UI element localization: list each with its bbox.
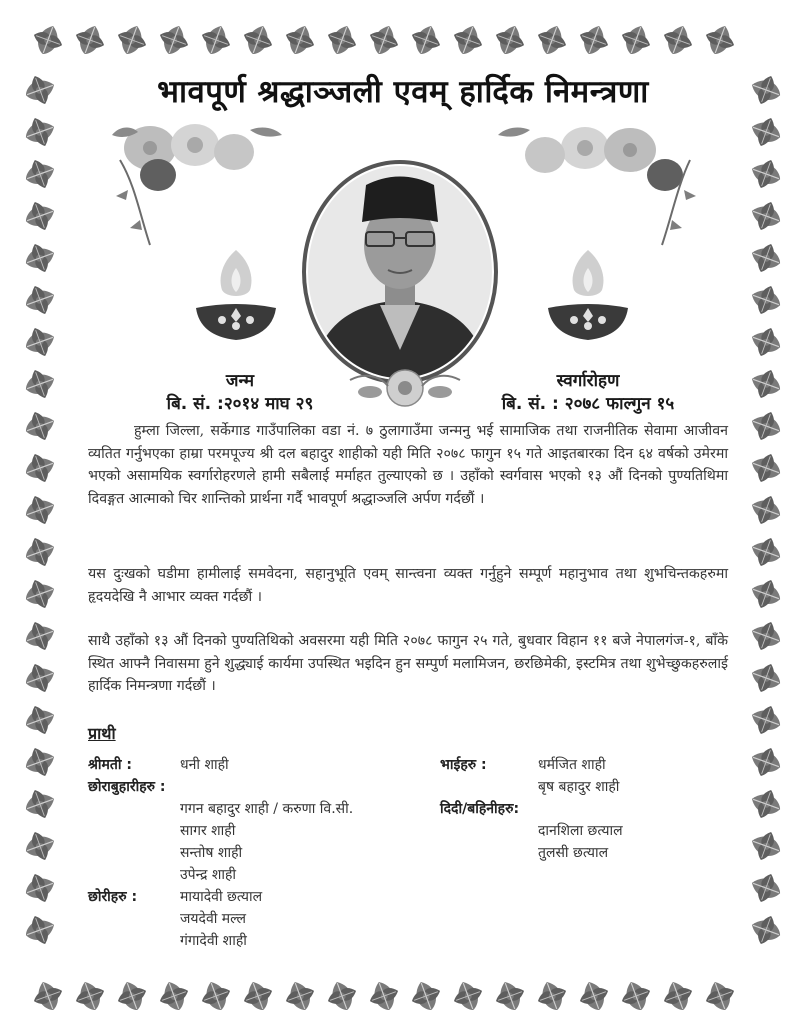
birth-date: बि. सं. :२०१४ माघ २९ [166, 394, 314, 414]
left-oil-lamp-icon [196, 250, 276, 340]
daughter-name: जयदेवी मल्ल [180, 911, 246, 927]
birth-date-block [145, 368, 335, 414]
tribute-paragraph: हुम्ला जिल्ला, सर्केगाड गाउँपालिका वडा नं. ७ ठुलागाउँमा जन्मनु भई सामाजिक तथा राजनीतिक सेवामा आजीवन व्यतित गर्नुभएका हाम्रा परमपूज्य श्री दल बहादुर शाहीको यही मिति २०७८ फागुन १५ गते आइतबारका दिन ६४ वर्षको उमेरमा भएको असामयिक स्वर्गारोहरणले हामी सबैलाई मर्माहत तुल्याएको छ । उहाँको स्वर्गवास भएको १३ औं दिनको पुण्यतिथिमा दिवङ्गत आत्माको चिर शान्तिको प्रार्थना गर्दै भावपूर्ण श्रद्धाञ्जलि अर्पण गर्दछौं । [88, 423, 728, 507]
wife-name: धनी शाही [180, 757, 229, 773]
son-name: गगन बहादुर शाही / करुणा वि.सी. [180, 801, 354, 817]
death-label: स्वर्गारोहण [556, 371, 620, 391]
gratitude-paragraph: यस दुःखको घडीमा हामीलाई समवेदना, सहानुभूति एवम् सान्त्वना व्यक्त गर्नुहुने सम्पूर्ण महानुभाव तथा शुभचिन्तकहरुमा हृदयदेखि नै आभार व्यक्त गर्दछौं । [88, 566, 728, 605]
brother-name: धर्मजित शाही [538, 757, 606, 773]
son-name: उपेन्द्र शाही [180, 867, 237, 883]
sisters-label: दिदी/बहिनीहरु: [440, 801, 520, 817]
sons-label: छोराबुहारीहरु : [88, 779, 166, 795]
page-title: भावपूर्ण श्रद्धाञ्जली एवम् हार्दिक निमन्त्रणा [157, 74, 649, 110]
wife-label: श्रीमती : [88, 757, 132, 773]
sister-name: तुलसी छत्याल [538, 845, 609, 861]
family-heading: प्राथी [88, 724, 116, 743]
right-flower-cluster [498, 127, 696, 245]
brothers-label: भाईहरु : [440, 757, 487, 773]
birth-label: जन्म [225, 371, 255, 391]
brother-name: बृष बहादुर शाही [538, 779, 620, 795]
son-name: सन्तोष शाही [180, 845, 243, 861]
daughter-name: गंगादेवी शाही [180, 933, 247, 949]
invitation-paragraph: साथै उहाँको १३ औं दिनको पुण्यतिथिको अवसरमा यही मिति २०७८ फागुन २५ गते, बुधवार विहान ११ बजे नेपालगंज-१, बाँके स्थित आफ्नै निवासमा हुने शुद्ध्याई कार्यमा उपस्थित भइदिन हुन सम्पुर्ण मलामिजन, छरछिमेकी, इस्टमित्र तथा शुभेच्छुकहरुलाई हार्दिक निमन्त्रणा गर्दछौं । [88, 633, 728, 694]
daughter-name: मायादेवी छत्याल [180, 889, 263, 905]
death-date: बि. सं. : २०७८ फाल्गुन १५ [501, 394, 675, 414]
daughters-label: छोरीहरु : [88, 889, 138, 905]
sister-name: दानशिला छत्याल [538, 823, 623, 839]
left-flower-cluster [112, 124, 282, 245]
son-name: सागर शाही [180, 823, 236, 839]
right-oil-lamp-icon [548, 250, 628, 340]
death-date-block [478, 368, 698, 414]
